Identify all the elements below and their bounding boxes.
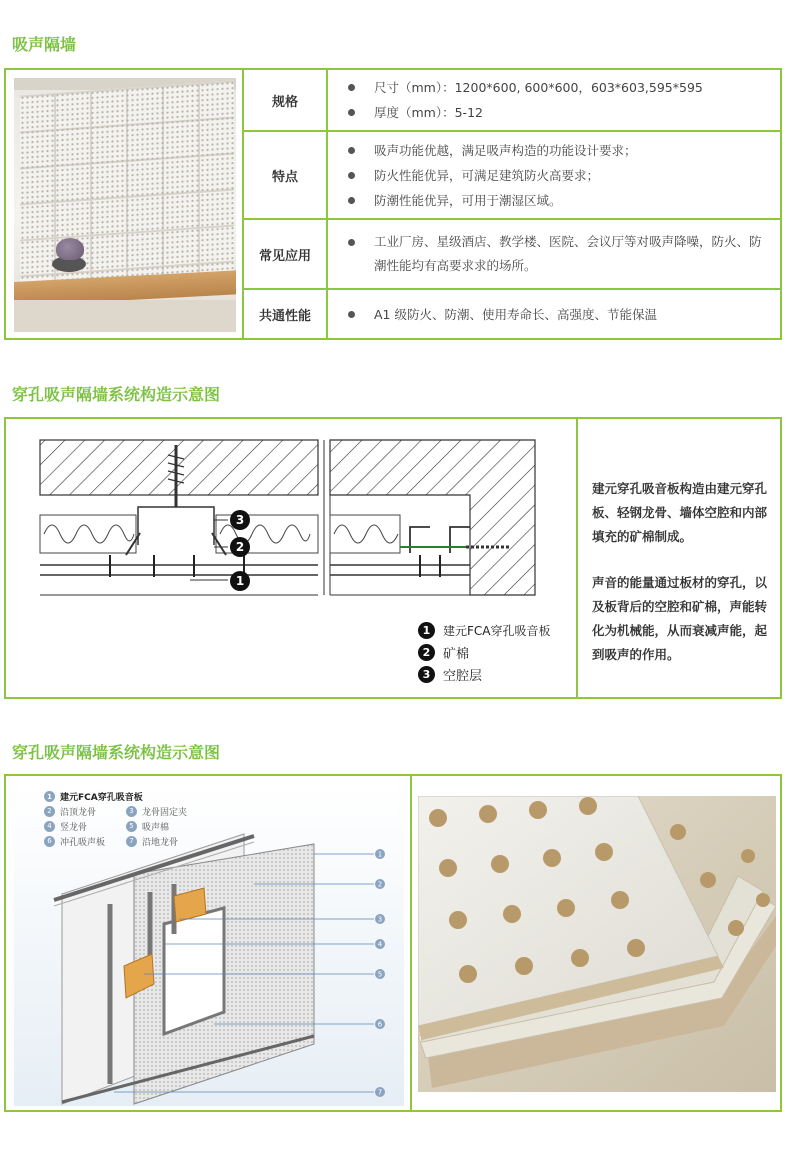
spec-item: 防火性能优异，可满足建筑防火高要求； [342, 163, 772, 188]
number-4-icon: 4 [44, 821, 55, 832]
spec-item: 厚度（mm）：5-12 [342, 100, 772, 125]
svg-text:5: 5 [377, 970, 383, 979]
bullet-icon [348, 172, 355, 179]
legend-item: 2 矿棉 [418, 641, 551, 663]
legend-item: 1 建元FCA穿孔吸音板 [44, 790, 216, 803]
spec-row-common-performance [242, 290, 780, 338]
spec-label: 特点 [242, 132, 328, 218]
spec-table [242, 70, 780, 338]
svg-text:7: 7 [377, 1088, 383, 1097]
number-7-icon: 7 [126, 836, 137, 847]
number-2-icon: 2 [44, 806, 55, 817]
legend-item: 3 龙骨固定夹 [126, 805, 216, 817]
svg-text:1: 1 [235, 574, 245, 588]
legend-item: 4 竖龙骨 [44, 820, 126, 832]
bullet-icon [348, 239, 355, 246]
svg-text:1: 1 [377, 850, 383, 859]
svg-text:2: 2 [377, 880, 383, 889]
bullet-icon [348, 311, 355, 318]
spec-panel [4, 68, 782, 340]
legend-item: 5 吸声棉 [126, 820, 216, 832]
description-paragraph: 建元穿孔吸音板构造由建元穿孔板、轻钢龙骨、墙体空腔和内部填充的矿棉制成。 [592, 481, 768, 544]
spec-row-size [242, 70, 780, 132]
legend-item: 1 建元FCA穿孔吸音板 [418, 619, 551, 641]
number-3-icon: 3 [126, 806, 137, 817]
spec-label: 规格 [242, 70, 328, 130]
spec-item: 工业厂房、星级酒店、教学楼、医院、会议厅等对吸声降噪，防火、防潮性能均有高要求求的场所。 [342, 230, 772, 278]
svg-text:6: 6 [377, 1020, 383, 1029]
bullet-icon [348, 147, 355, 154]
bullet-icon [348, 197, 355, 204]
number-3-icon: 3 [418, 666, 435, 683]
spec-row-applications [242, 220, 780, 290]
spec-item: 防潮性能优异，可用于潮湿区域。 [342, 188, 772, 213]
section-title-sound-wall: 吸声隔墙 [12, 35, 77, 54]
spec-row-features [242, 132, 780, 220]
bullet-icon [348, 109, 355, 116]
room-photo [14, 78, 236, 332]
callout-3 [230, 510, 250, 530]
number-2-icon: 2 [418, 644, 435, 661]
svg-text:3: 3 [377, 915, 383, 924]
diagram-legend [418, 619, 551, 685]
spec-item: 尺寸（mm）：1200*600, 600*600，603*603,595*595 [342, 75, 772, 100]
legend-item: 6 冲孔吸声板 [44, 835, 126, 847]
description-paragraph: 声音的能量通过板材的穿孔，以及板背后的空腔和矿棉，声能转化为机械能，从而衰减声能，起到吸声的作用。 [592, 575, 768, 662]
spec-label: 共通性能 [242, 290, 328, 338]
number-1-icon: 1 [418, 622, 435, 639]
legend-item: 3 空腔层 [418, 663, 551, 685]
structure-description [592, 477, 776, 689]
concrete-slab-left [40, 440, 318, 495]
section-title-structure-diagram: 穿孔吸声隔墙系统构造示意图 [12, 385, 221, 404]
mineral-wool-right [330, 515, 400, 553]
svg-text:4: 4 [377, 940, 383, 949]
callout-2 [230, 537, 250, 557]
legend-item: 7 沿地龙骨 [126, 835, 216, 847]
number-6-icon: 6 [44, 836, 55, 847]
wall-legend [44, 790, 216, 847]
perforated-boards-photo [418, 796, 776, 1092]
spec-label: 常见应用 [242, 220, 328, 288]
callout-1 [230, 571, 250, 591]
svg-text:2: 2 [235, 540, 245, 554]
steel-channel [138, 507, 214, 545]
bullet-icon [348, 84, 355, 91]
spec-item: 吸声功能优越，满足吸声构造的功能设计要求； [342, 138, 772, 163]
plant [56, 238, 84, 260]
legend-item: 2 沿顶龙骨 [44, 805, 126, 817]
number-5-icon: 5 [126, 821, 137, 832]
svg-text:3: 3 [235, 513, 245, 527]
structure-diagram-panel [4, 417, 782, 699]
spec-item: A1 级防火、防潮、使用寿命长、高强度、节能保温 [342, 302, 772, 327]
number-1-icon: 1 [44, 791, 55, 802]
section-title-structure-diagram-2: 穿孔吸声隔墙系统构造示意图 [12, 743, 221, 762]
mineral-wool-left [40, 515, 318, 553]
